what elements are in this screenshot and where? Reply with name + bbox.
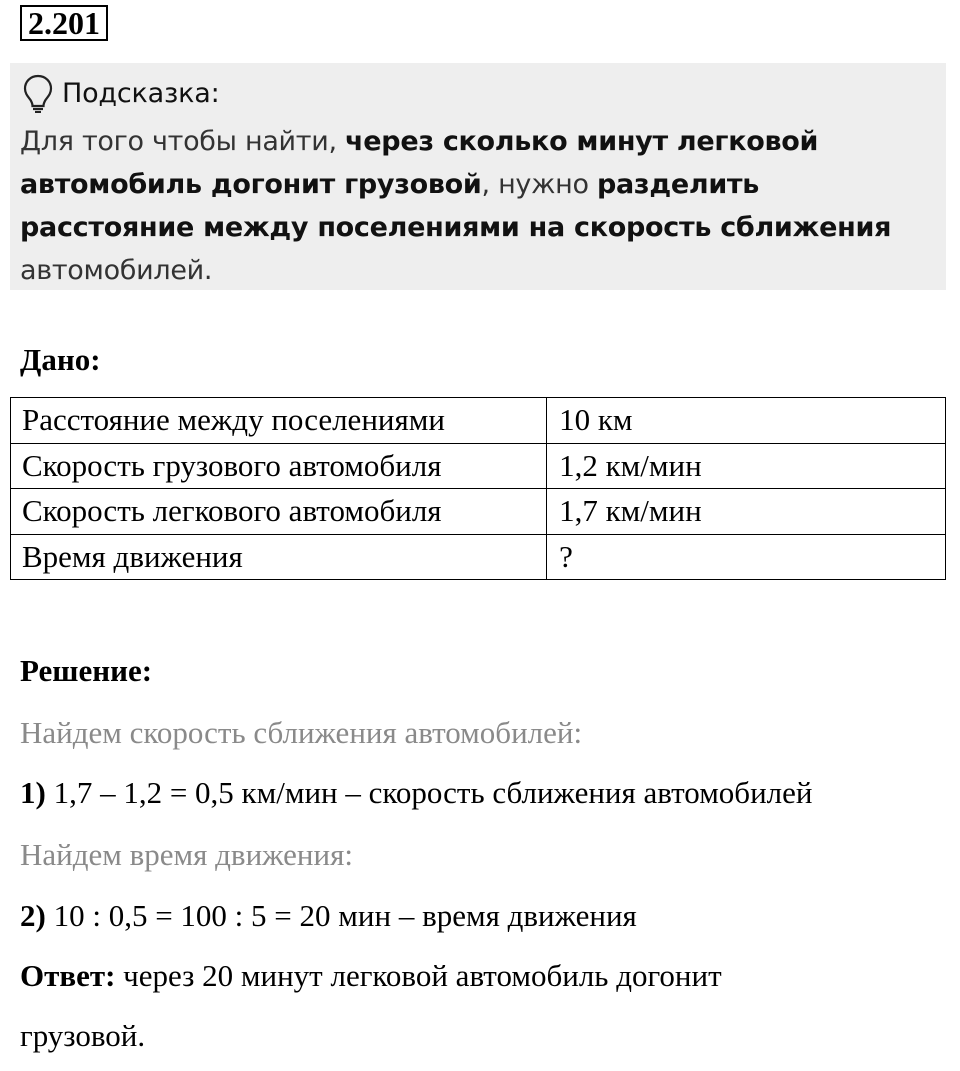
given-value-cell: 1,2 км/мин: [547, 443, 946, 489]
lightbulb-icon: [22, 73, 54, 113]
answer-label: Ответ:: [20, 958, 116, 993]
step1-text: 1,7 – 1,2 = 0,5 км/мин – скорость сближения автомобилей: [45, 775, 813, 810]
given-label-cell: Время движения: [11, 534, 547, 580]
hint-emphasis: через сколько минут легковой автомобиль догонит грузовой: [20, 126, 819, 200]
hint-text: [20, 120, 932, 292]
hint-segment: , нужно: [481, 169, 597, 200]
hint-segment: автомобилей.: [20, 255, 213, 286]
step1-intro: Найдем скорость сближения автомобилей:: [20, 715, 583, 750]
given-label-cell: Скорость легкового автомобиля: [11, 489, 547, 535]
table-row: [11, 534, 946, 580]
step2-line: [20, 898, 637, 934]
step1-number: 1): [20, 775, 46, 810]
table-row: [11, 489, 946, 535]
solution-heading: Решение:: [20, 653, 153, 688]
given-value-cell: 10 км: [547, 398, 946, 444]
answer-line: [20, 958, 722, 994]
step1-line: [20, 775, 813, 811]
given-heading: Дано:: [20, 342, 101, 377]
hint-segment: Для того чтобы найти,: [20, 126, 346, 157]
answer-text: через 20 минут легковой автомобиль догонит: [115, 958, 722, 993]
step2-number: 2): [20, 898, 46, 933]
problem-number: 2.201: [20, 5, 108, 41]
given-value-cell: 1,7 км/мин: [547, 489, 946, 535]
hint-header: [22, 73, 220, 113]
step2-intro: Найдем время движения:: [20, 837, 353, 872]
step2-text: 10 : 0,5 = 100 : 5 = 20 мин – время движения: [45, 898, 637, 933]
hint-emphasis: разделить расстояние между поселениями на скорость сближения: [20, 169, 892, 243]
table-row: [11, 398, 946, 444]
hint-box: [10, 63, 946, 290]
answer-line-continued: грузовой.: [20, 1018, 146, 1053]
table-row: [11, 443, 946, 489]
given-value-cell: ?: [547, 534, 946, 580]
given-label-cell: Расстояние между поселениями: [11, 398, 547, 444]
given-table: [10, 397, 946, 580]
given-label-cell: Скорость грузового автомобиля: [11, 443, 547, 489]
hint-title: Подсказка:: [62, 77, 220, 109]
